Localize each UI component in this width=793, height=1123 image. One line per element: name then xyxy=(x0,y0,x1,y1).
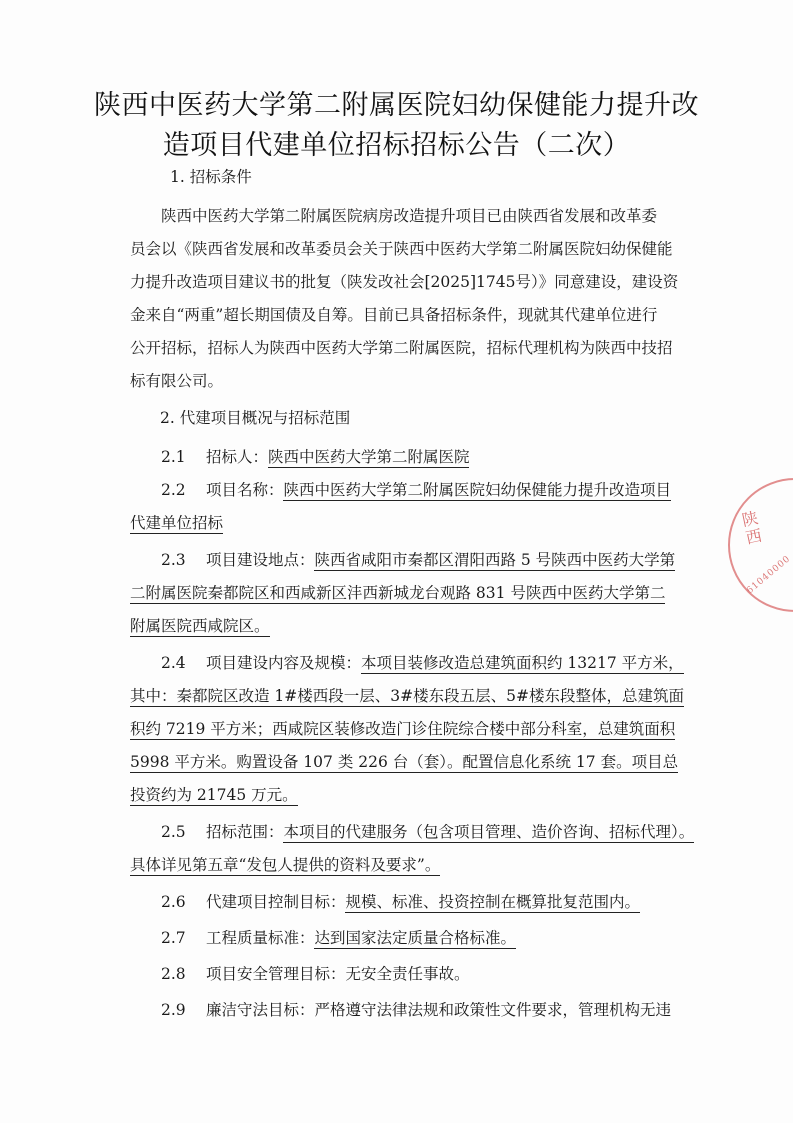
item-value-cont: 积约 7219 平方米；西咸院区装修改造门诊住院综合楼中部分科室，总建筑面积 xyxy=(130,720,676,738)
item-value: 本项目的代建服务（包含项目管理、造价咨询、招标代理）。 xyxy=(283,823,695,841)
item-label: 项目建设地点： xyxy=(205,551,315,569)
item-label: 招标范围： xyxy=(205,823,284,841)
item-value: 陕西省咸阳市秦都区渭阳西路 5 号陕西中医药大学第 xyxy=(314,551,676,569)
item-label: 招标人： xyxy=(205,448,268,466)
item-value-cont: 其中：秦都院区改造 1#楼西段一层、3#楼东段五层、5#楼东段整体，总建筑面 xyxy=(130,687,684,705)
item-number: 2.7 xyxy=(161,929,186,947)
item-2-3-cont xyxy=(130,615,690,637)
item-label: 廉洁守法目标： xyxy=(205,1001,315,1019)
item-value-cont: 5998 平方米。购置设备 107 类 226 台（套）。配置信息化系统 17 套。项目总 xyxy=(130,753,679,771)
item-label: 项目安全管理目标： xyxy=(205,965,346,983)
section-1-heading: 1. 招标条件 xyxy=(170,168,252,186)
item-2-2-cont xyxy=(130,512,690,534)
official-seal xyxy=(728,478,793,612)
item-2-3-cont xyxy=(130,582,690,604)
item-2-8 xyxy=(161,963,721,985)
paragraph-line: 力提升改造项目建议书的批复（陕发改社会[2025]1745号）》同意建设，建设资 xyxy=(130,273,679,291)
item-2-5 xyxy=(161,821,721,843)
item-label: 项目名称： xyxy=(205,481,284,499)
item-2-5-cont xyxy=(130,854,690,876)
item-2-4-cont xyxy=(130,751,690,773)
item-number: 2.9 xyxy=(161,1001,186,1019)
item-label: 工程质量标准： xyxy=(205,929,315,947)
seal-digits: 61040000 xyxy=(745,553,793,597)
item-2-2 xyxy=(161,479,721,501)
item-number: 2.1 xyxy=(161,448,186,466)
item-number: 2.2 xyxy=(161,481,186,499)
paragraph-line: 公开招标，招标人为陕西中医药大学第二附属医院，招标代理机构为陕西中技招 xyxy=(130,339,673,357)
item-2-4-cont xyxy=(130,685,690,707)
item-value: 严格遵守法律法规和政策性文件要求，管理机构无违 xyxy=(314,1001,671,1019)
paragraph-line: 金来自“两重”超长期国债及自筹。目前已具备招标条件，现就其代建单位进行 xyxy=(130,306,658,324)
item-value: 陕西中医药大学第二附属医院妇幼保健能力提升改造项目 xyxy=(283,481,671,499)
item-value: 陕西中医药大学第二附属医院 xyxy=(267,448,470,466)
item-2-6 xyxy=(161,891,721,913)
item-value-cont: 投资约为 21745 万元。 xyxy=(130,786,298,804)
item-value: 达到国家法定质量合格标准。 xyxy=(314,929,516,947)
item-2-1 xyxy=(161,446,721,468)
item-2-4-cont xyxy=(130,718,690,740)
item-2-9 xyxy=(161,999,721,1021)
item-value: 规模、标准、投资控制在概算批复范围内。 xyxy=(345,893,640,911)
section-2-heading: 2. 代建项目概况与招标范围 xyxy=(160,409,351,427)
item-2-3 xyxy=(161,549,721,571)
item-label: 代建项目控制目标： xyxy=(205,893,346,911)
item-2-4-cont xyxy=(130,784,690,806)
item-value-cont: 代建单位招标 xyxy=(130,514,224,532)
paragraph-line: 陕西中医药大学第二附属医院病房改造提升项目已由陕西省发展和改革委 xyxy=(161,207,658,225)
item-number: 2.5 xyxy=(161,823,186,841)
item-number: 2.6 xyxy=(161,893,186,911)
document-title-line-2: 造项目代建单位招标招标公告（二次） xyxy=(162,130,631,161)
item-value: 无安全责任事故。 xyxy=(345,965,470,983)
item-value-cont: 具体详见第五章“发包人提供的资料及要求”。 xyxy=(130,856,441,874)
item-label: 项目建设内容及规模： xyxy=(205,654,361,672)
item-2-4 xyxy=(161,652,721,674)
item-value-cont: 二附属医院秦都院区和西咸新区沣西新城龙台观路 831 号陕西中医药大学第二 xyxy=(130,584,666,602)
item-number: 2.4 xyxy=(161,654,186,672)
item-value-cont: 附属医院西咸院区。 xyxy=(130,617,270,635)
document-title-line-1: 陕西中医药大学第二附属医院妇幼保健能力提升改 xyxy=(94,90,699,121)
seal-text: 陕西 xyxy=(740,508,764,548)
item-value: 本项目装修改造总建筑面积约 13217 平方米， xyxy=(360,654,684,672)
item-number: 2.8 xyxy=(161,965,186,983)
item-2-7 xyxy=(161,927,721,949)
paragraph-line: 员会以《陕西省发展和改革委员会关于陕西中医药大学第二附属医院妇幼保健能 xyxy=(130,240,673,258)
item-number: 2.3 xyxy=(161,551,186,569)
paragraph-line: 标有限公司。 xyxy=(130,372,224,390)
